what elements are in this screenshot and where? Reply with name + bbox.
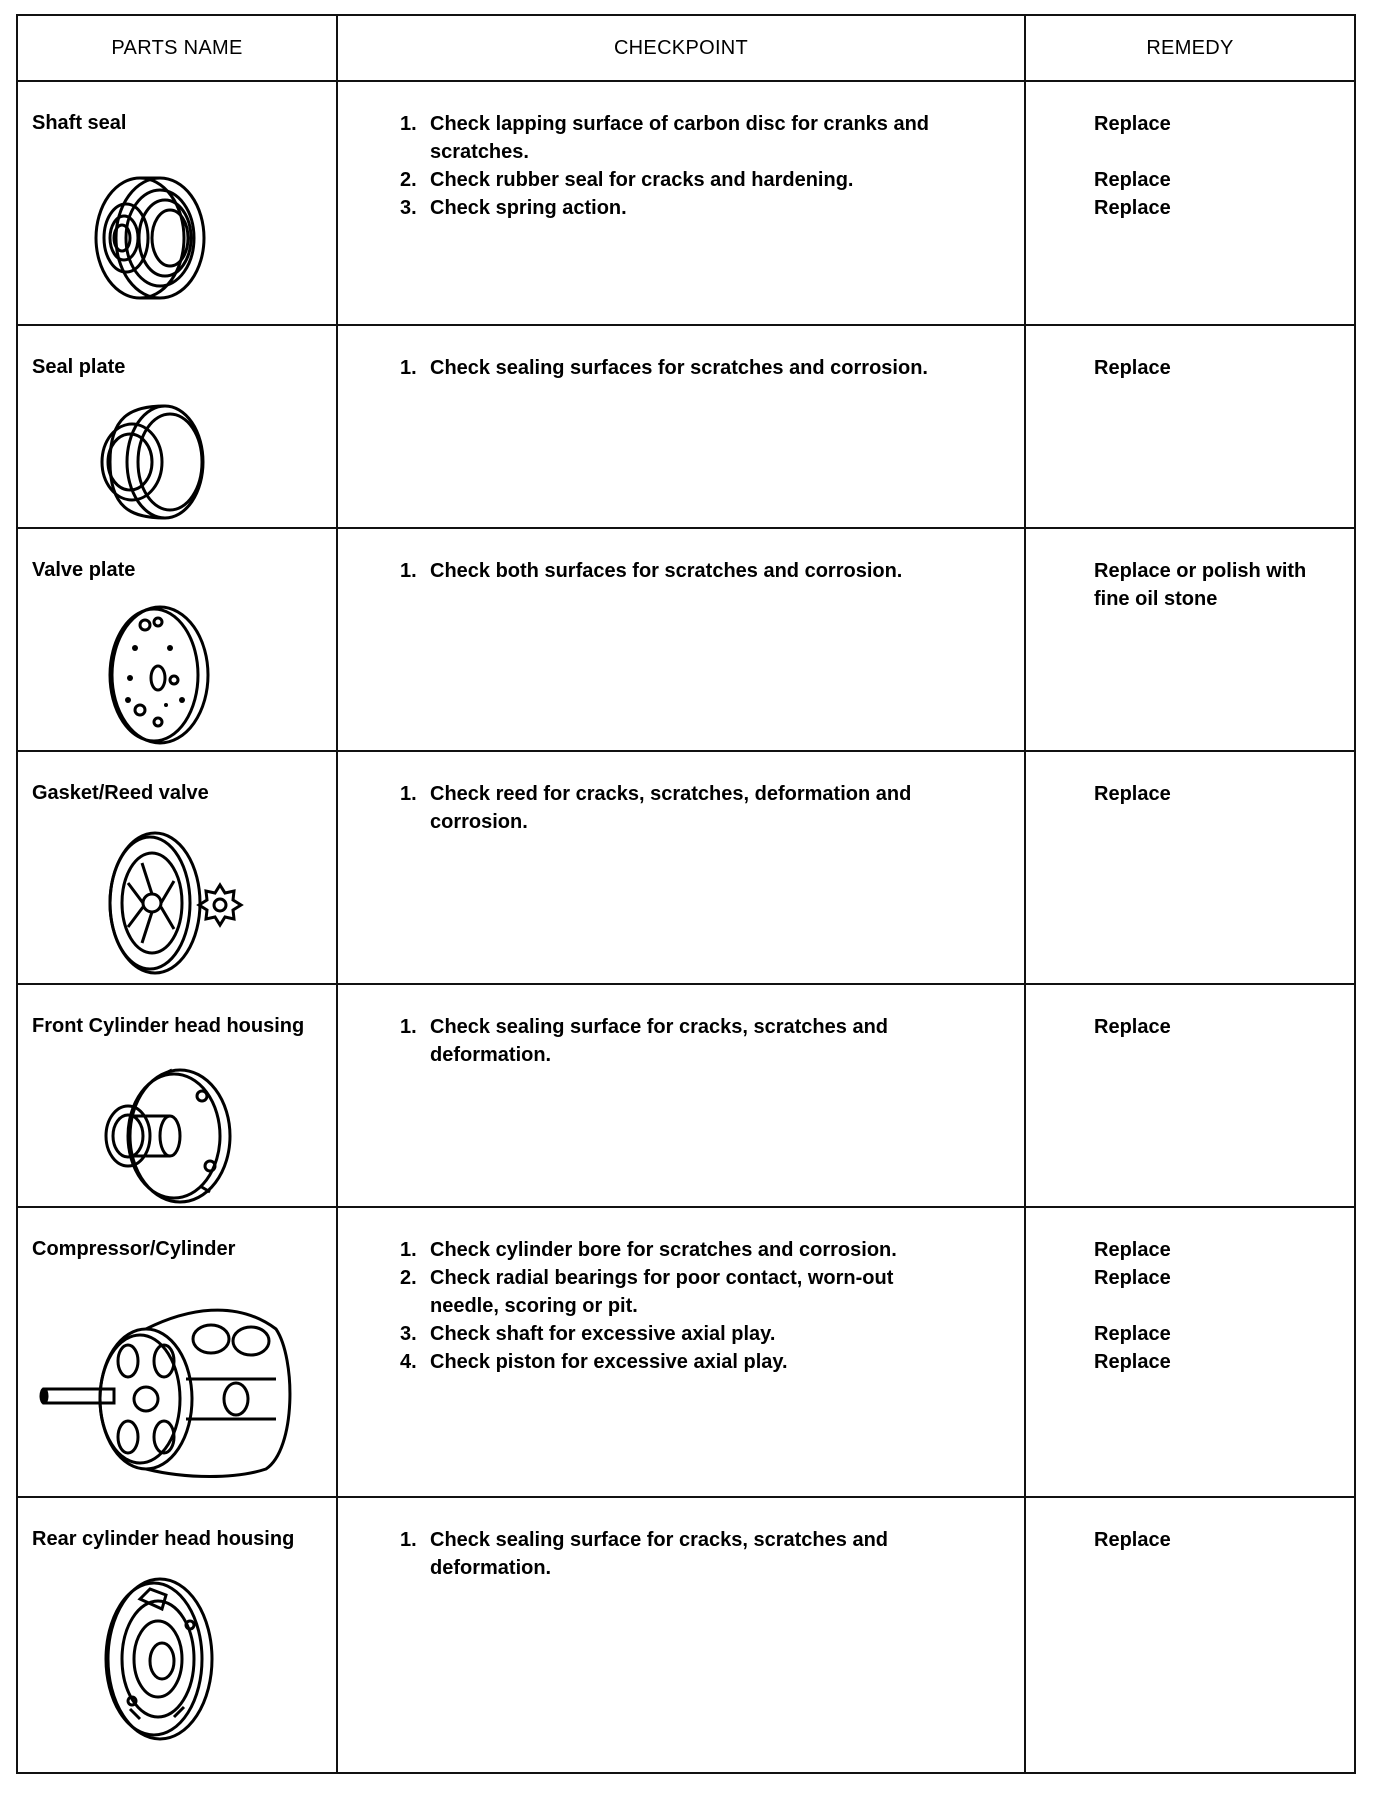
remedy-item: Replace <box>1094 783 1171 805</box>
checkpoint-item: 2. Check radial bearings for poor contact, worn-out needle, scoring or pit. <box>400 1267 894 1317</box>
checkpoint-list <box>400 1013 1024 1069</box>
checkpoint-cell <box>337 1207 1025 1497</box>
part-cell <box>17 1207 337 1497</box>
part-name: Compressor/Cylinder <box>32 1238 236 1260</box>
checkpoint-list <box>400 557 1024 585</box>
part-name: Seal plate <box>32 356 126 378</box>
checkpoint-list <box>400 1526 1024 1582</box>
part-cell <box>17 751 337 984</box>
part-cell <box>17 984 337 1207</box>
remedy-cell <box>1025 81 1355 325</box>
checkpoint-cell <box>337 325 1025 528</box>
front-head-housing-icon <box>70 1056 250 1206</box>
remedy-item: Replace <box>1094 1351 1171 1373</box>
checkpoint-item: 1. Check sealing surface for cracks, scratches and deformation. <box>400 1529 889 1579</box>
shaft-seal-icon <box>70 153 230 313</box>
checkpoint-item: 3. Check shaft for excessive axial play. <box>400 1323 776 1345</box>
table-row <box>17 1207 1355 1497</box>
part-cell <box>17 81 337 325</box>
checkpoint-cell <box>337 1497 1025 1773</box>
checkpoint-list <box>400 354 1024 382</box>
remedy-cell <box>1025 1497 1355 1773</box>
checkpoint-item: 3. Check spring action. <box>400 197 627 219</box>
checkpoint-cell <box>337 751 1025 984</box>
part-cell <box>17 1497 337 1773</box>
remedy-item: Replace <box>1094 357 1171 379</box>
header-checkpoint: CHECKPOINT <box>337 15 1025 81</box>
part-cell <box>17 325 337 528</box>
remedy-item: Replace <box>1094 1529 1171 1551</box>
remedy-list <box>1094 557 1354 613</box>
checkpoint-item: 1. Check lapping surface of carbon disc for cranks and scratches. <box>400 113 930 163</box>
header-parts-name: PARTS NAME <box>17 15 337 81</box>
checkpoint-item: 1. Check sealing surface for cracks, scratches and deformation. <box>400 1016 889 1066</box>
checkpoint-item: 1. Check reed for cracks, scratches, deformation and corrosion. <box>400 783 912 833</box>
table-row <box>17 81 1355 325</box>
checkpoint-list <box>400 780 1024 836</box>
table-row <box>17 751 1355 984</box>
table-row <box>17 984 1355 1207</box>
remedy-list <box>1094 1236 1354 1376</box>
remedy-item: Replace <box>1094 1239 1171 1261</box>
remedy-item: Replace or polish with fine oil stone <box>1094 560 1307 610</box>
inspection-sheet <box>16 14 1354 1774</box>
part-name: Gasket/Reed valve <box>32 782 209 804</box>
table-row <box>17 1497 1355 1773</box>
table-header-row <box>17 15 1355 81</box>
remedy-cell <box>1025 984 1355 1207</box>
remedy-list <box>1094 1526 1354 1554</box>
remedy-item: Replace <box>1094 1323 1171 1345</box>
remedy-cell <box>1025 751 1355 984</box>
reed-valve-icon <box>70 823 250 983</box>
part-cell <box>17 528 337 751</box>
table-row <box>17 528 1355 751</box>
part-name: Shaft seal <box>32 112 127 134</box>
remedy-item: Replace <box>1094 169 1171 191</box>
part-name: Rear cylinder head housing <box>32 1528 295 1550</box>
checkpoint-item: 1. Check sealing surfaces for scratches and corrosion. <box>400 357 928 379</box>
checkpoint-item: 2. Check rubber seal for cracks and hardening. <box>400 169 854 191</box>
compressor-cylinder-icon <box>36 1279 296 1479</box>
seal-plate-icon <box>70 397 230 527</box>
valve-plate-icon <box>70 600 230 750</box>
remedy-cell <box>1025 528 1355 751</box>
remedy-list <box>1094 354 1354 382</box>
checkpoint-list <box>400 110 1024 222</box>
parts-inspection-table <box>16 14 1356 1774</box>
header-remedy: REMEDY <box>1025 15 1355 81</box>
checkpoint-cell <box>337 984 1025 1207</box>
remedy-item: Replace <box>1094 197 1171 219</box>
remedy-cell <box>1025 1207 1355 1497</box>
table-row <box>17 325 1355 528</box>
remedy-list <box>1094 780 1354 808</box>
remedy-item: Replace <box>1094 1267 1171 1289</box>
checkpoint-item: 4. Check piston for excessive axial play. <box>400 1351 788 1373</box>
checkpoint-item: 1. Check cylinder bore for scratches and corrosion. <box>400 1239 897 1261</box>
part-name: Front Cylinder head housing <box>32 1015 305 1037</box>
remedy-item: Replace <box>1094 1016 1171 1038</box>
checkpoint-list <box>400 1236 1024 1376</box>
remedy-item: Replace <box>1094 113 1171 135</box>
rear-head-housing-icon <box>70 1569 230 1749</box>
checkpoint-item: 1. Check both surfaces for scratches and corrosion. <box>400 560 903 582</box>
checkpoint-cell <box>337 81 1025 325</box>
remedy-list <box>1094 110 1354 222</box>
remedy-list <box>1094 1013 1354 1041</box>
part-name: Valve plate <box>32 559 136 581</box>
remedy-cell <box>1025 325 1355 528</box>
checkpoint-cell <box>337 528 1025 751</box>
